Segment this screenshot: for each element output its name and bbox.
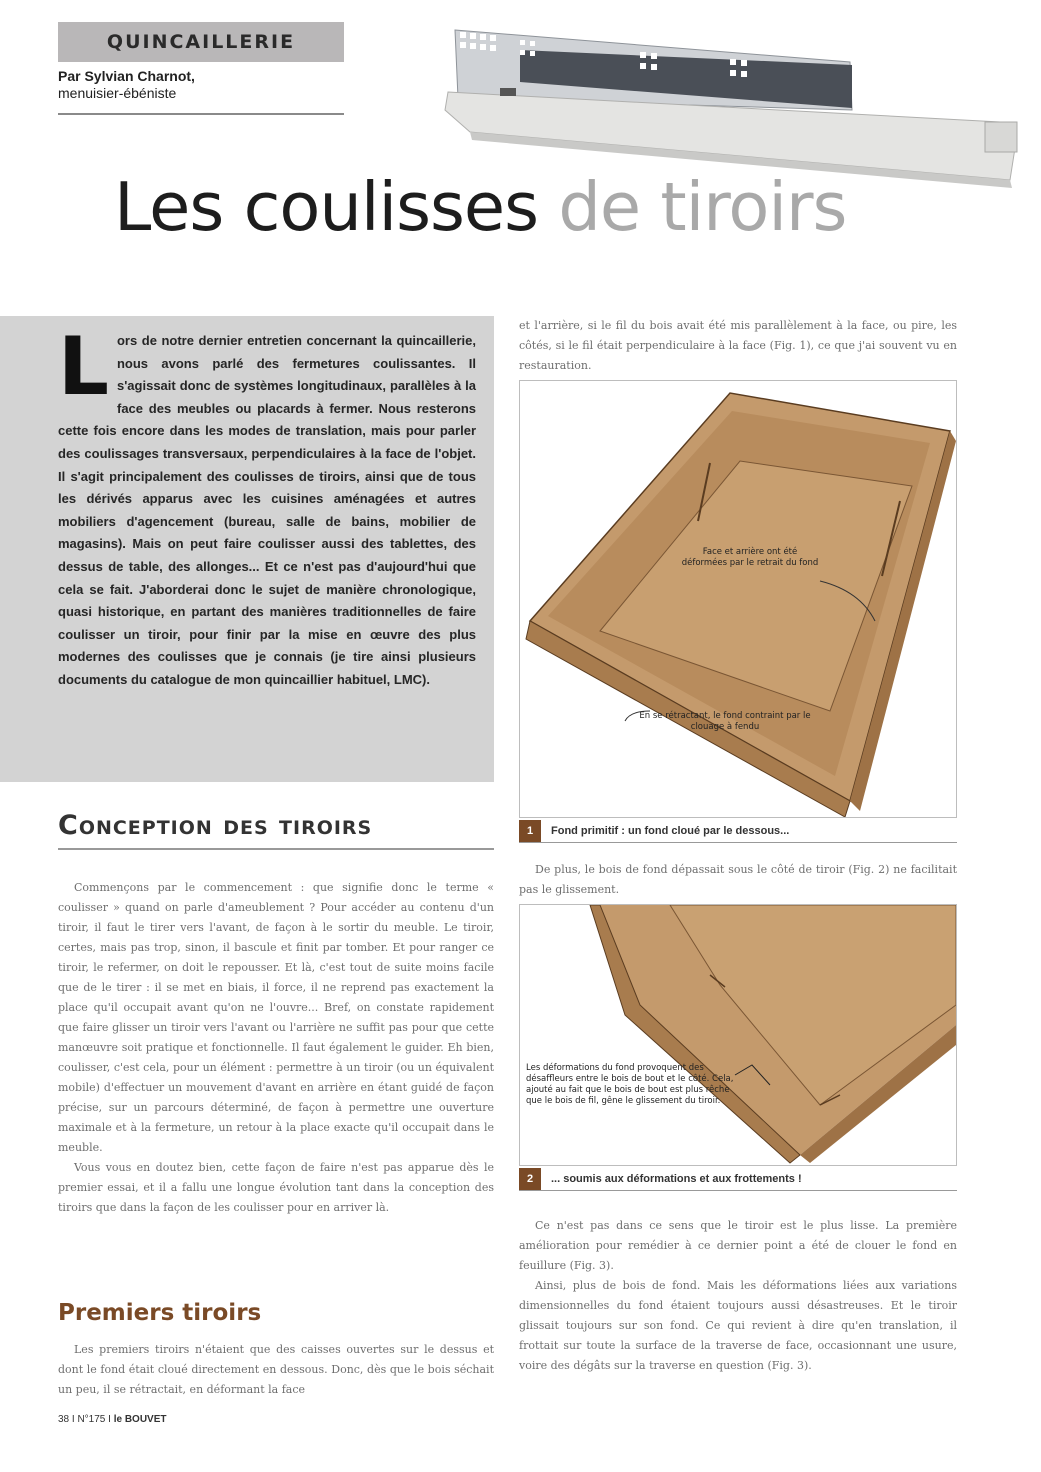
callout-fig1-a: Face et arrière ont été déformées par le retrait du fond <box>681 547 819 568</box>
drawer-illustration-2 <box>520 905 956 1165</box>
section-body <box>58 878 494 1218</box>
intro-paragraph <box>58 320 476 692</box>
rubric-label: QUINCAILLERIE <box>106 31 296 53</box>
intro-text: ors de notre dernier entretien concernant la quincaillerie, nous avons parlé des fermetures coulissantes. Il s'agissait donc de systèmes longitudinaux, parallèles à la face des meubles ou placards à fermer. Nous resterons cette fois encore dans les modes de translation, mais pour parler des coulissages transversaux, perpendiculaires à la face de l'objet. Il s'agit principalement des coulisses de tiroirs, ainsi que de tous les dérivés apparus avec les cuisines aménagées et autres mobiliers d'agencement (bureau, salle de bains, mobilier de magasins). Mais on peut faire coulisser aussi des tablettes, des dessus de table, des allonges... Et ce n'est pas d'aujourd'hui que cela se fait. J'aborderai donc le sujet de manière chronologique, quasi historique, en partant des manières traditionnelles de faire coulisser un tiroir, pour finir par la mise en œuvre des plus modernes des coulisses que je connais (je tire ainsi plusieurs documents du catalogue de mon quincaillier habituel, LMC). <box>58 333 476 687</box>
body-paragraph: Vous vous en doutez bien, cette façon de faire n'est pas apparue dès le premier essai, et il a fallu une longue évolution tant dans la conception des tiroirs que dans la façon de les coulisser pour en arriver là. <box>58 1161 494 1214</box>
magazine-name: le BOUVET <box>113 1414 167 1425</box>
article-title <box>114 168 1014 246</box>
section-heading: Conception des tiroirs <box>58 810 373 841</box>
body-paragraph: De plus, le bois de fond dépassait sous le côté de tiroir (Fig. 2) ne facilitait pas le glissement. <box>519 863 957 896</box>
author-name: Par Sylvian Charnot, <box>58 68 195 84</box>
drawer-illustration-1 <box>520 381 956 817</box>
caption-text: Fond primitif : un fond cloué par le dessous... <box>551 825 790 837</box>
body-paragraph: Les premiers tiroirs n'étaient que des caisses ouvertes sur le dessus et dont le fond était cloué directement en dessous. Donc, dès que le bois séchait un peu, il se rétractait, en déformant la face <box>58 1343 494 1396</box>
title-dark: Les coulisses <box>114 168 539 246</box>
right-column-top <box>519 316 957 376</box>
caption-text: ... soumis aux déformations et aux frottements ! <box>551 1173 802 1185</box>
byline-divider <box>58 113 344 115</box>
right-column-bottom <box>519 1216 957 1376</box>
figure-1 <box>519 380 957 818</box>
figure-2 <box>519 904 957 1166</box>
author-role: menuisier-ébéniste <box>58 85 177 101</box>
page-number: 38 I N°175 I <box>58 1414 111 1425</box>
title-light: de tiroirs <box>558 168 847 246</box>
right-column-mid <box>519 860 957 900</box>
subheading: Premiers tiroirs <box>58 1300 262 1326</box>
figure-number: 1 <box>519 820 541 842</box>
byline <box>58 68 344 102</box>
figure-1-caption <box>519 820 957 843</box>
body-paragraph: et l'arrière, si le fil du bois avait été mis parallèlement à la face, ou pire, les côtés, si le fil était perpendiculaire à la face (Fig. 1), ce que j'ai souvent vu en restauration. <box>519 319 957 372</box>
section-divider <box>58 848 494 850</box>
body-paragraph: Commençons par le commencement : que signifie donc le terme « coulisser » quand on parle d'ameublement ? Pour accéder au contenu d'un tiroir, il faut le tirer vers l'avant, de façon à le sortir du meuble. Le tiroir, certes, mais pas trop, sinon, il bascule et finit par tomber. Et pour ranger ce tiroir, le refermer, on doit le repousser. Et là, c'est tout de suite moins facile que de le tirer : il se met en biais, il force, il ne reprend pas exactement la place qu'il occupait avant qu'on ne l'ouvre... Bref, on constate rapidement que faire glisser un tiroir vers l'avant ou l'arrière ne suffit pas pour que cette manœuvre soit pratique et fonctionnelle. Il faut également le guider. Eh bien, coulisser, c'est cela, pour un élément : permettre à un tiroir (ou un équivalent mobile) d'effectuer un mouvement d'avant en arrière en étant guidé de façon précise, sur un parcours déterminé, de façon à permettre une ouverture maximale et à la fermeture, un retour à la place exacte qu'il occupait dans le meuble. <box>58 881 494 1154</box>
page-footer <box>58 1414 167 1425</box>
callout-fig1-b: En se rétractant, le fond contraint par le clouage à fendu <box>639 711 811 732</box>
subsection-body <box>58 1340 494 1400</box>
callout-fig2: Les déformations du fond provoquent des désaffleurs entre le bois de bout et le côté. Cela, ajouté au fait que le bois de bout est plus rêche que le bois de fil, gêne le glissement du tiroir. <box>526 1063 734 1106</box>
drop-cap: L <box>58 320 109 413</box>
figure-2-caption <box>519 1168 957 1191</box>
figure-number: 2 <box>519 1168 541 1190</box>
body-paragraph: Ce n'est pas dans ce sens que le tiroir est le plus lisse. La première amélioration pour remédier à ce dernier point a été de clouer le fond en feuillure (Fig. 3). <box>519 1219 957 1272</box>
rubric-banner <box>58 22 344 62</box>
body-paragraph: Ainsi, plus de bois de fond. Mais les déformations liées aux variations dimensionnelles du fond étaient toujours aussi désastreuses. Et le tiroir glissait toujours sur son fond. Ce qui revient à dire qu'en translation, il frottait sur toute la surface de la traverse de face, occasionnant une usure, voire des dégâts sur la traverse en question (Fig. 3). <box>519 1279 957 1372</box>
